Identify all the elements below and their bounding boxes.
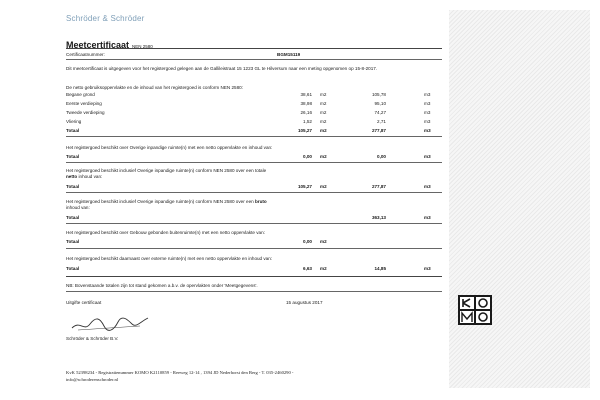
- brand-logo-text: Schröder & Schröder: [66, 14, 145, 23]
- section-bruto-text: [66, 199, 436, 210]
- table-row-volume-unit: m3: [424, 92, 431, 97]
- table-row-area: 1,52: [303, 119, 312, 124]
- table-total-volume-unit: m3: [424, 128, 431, 133]
- table-row-area: 38,98: [300, 101, 312, 106]
- table-row-label: Tweede verdieping: [66, 110, 105, 115]
- section-extern-text: Het registergoed beschikt daarnaast over externe ruimte(n) met een netto oppervlakte en inhoud van:: [66, 256, 273, 261]
- title-norm: NEN 2580: [132, 44, 153, 49]
- section-netto-text-a: Het registergoed beschikt inclusief Overige inpandige ruimte(n) conform NEN 2580 over een totale: [66, 168, 267, 173]
- table-total-label: Totaal: [66, 128, 80, 133]
- divider: [66, 223, 442, 224]
- table-row-label: Begane grond: [66, 92, 95, 97]
- section-netto-volume: 277,87: [371, 184, 386, 189]
- section-netto-total-label: Totaal: [66, 184, 80, 189]
- section-bruto-text-b: inhoud van:: [66, 204, 90, 210]
- divider: [66, 48, 442, 49]
- section-netto-area: 105,27: [297, 184, 312, 189]
- table-row-volume: 95,10: [374, 101, 386, 106]
- table-total-area: 105,27: [297, 128, 312, 133]
- divider: [66, 248, 442, 249]
- section-bruto-volume-unit: m3: [424, 215, 431, 220]
- section-overige-area-unit: m2: [320, 154, 327, 159]
- table-row-area-unit: m2: [320, 101, 327, 106]
- section-bruto-bold: bruto: [254, 199, 267, 204]
- footer-line-1: KvK 52398234 - Registratienummer KOMO K2110859 - Reeweg 12-14 , 1394 JD Nederhorst den Berg - T. 035-2460290 -: [66, 370, 294, 375]
- signatory: Schröder & Schröder B.V.: [66, 336, 119, 341]
- note: NB: Bovenstaande totalen zijn tot stand gekomen a.b.v. de opervlakten onder 'Meetgegevens'.: [66, 283, 258, 288]
- issue-label: Uitgifte certificaat: [66, 300, 102, 305]
- komo-logo: [458, 295, 492, 325]
- section-netto-bold: netto: [66, 173, 78, 179]
- table-row-label: Eerste verdieping: [66, 101, 102, 106]
- table-row-area-unit: m2: [320, 119, 327, 124]
- section-netto-text-b: inhoud van:: [78, 173, 103, 179]
- section-bruto-text-a: Het registergoed beschikt inclusief Overige inpandige ruimte(n) conform NEN 2580 over een: [66, 199, 254, 204]
- section-buitenruimte-area-unit: m2: [320, 239, 327, 244]
- section-overige-volume: 0,00: [377, 154, 386, 159]
- section-extern-volume: 14,85: [374, 266, 386, 271]
- table-row-volume: 74,27: [374, 110, 386, 115]
- section-overige-total-label: Totaal: [66, 154, 80, 159]
- section-extern-total-label: Totaal: [66, 266, 80, 271]
- table-row-area-unit: m2: [320, 110, 327, 115]
- section-netto-text: [66, 168, 436, 179]
- section-overige-area: 0,00: [303, 154, 312, 159]
- issue-date: 15 augustus 2017: [286, 300, 323, 305]
- section-overige-text: Het registergoed beschikt over Overige inpandige ruimte(n) met een netto oppervlakte en inhoud van:: [66, 145, 273, 150]
- table-row-volume-unit: m3: [424, 110, 431, 115]
- table-row-volume-unit: m3: [424, 101, 431, 106]
- table-row-volume-unit: m3: [424, 119, 431, 124]
- section-netto-area-unit: m2: [320, 184, 327, 189]
- divider: [66, 276, 442, 277]
- section-buitenruimte-text: Het registergoed beschikt over Gebouw gebonden buitenruimte(n) met een netto oppervlakte van:: [66, 230, 265, 235]
- divider: [66, 192, 442, 193]
- section-extern-area-unit: m2: [320, 266, 327, 271]
- divider: [66, 291, 442, 292]
- section-bruto-volume: 363,13: [371, 215, 386, 220]
- signature: [70, 312, 150, 334]
- section-netto-volume-unit: m3: [424, 184, 431, 189]
- table-row-volume: 105,78: [371, 92, 386, 97]
- cert-number: BGM15119: [277, 52, 301, 57]
- table-row-label: Vliering: [66, 119, 82, 124]
- intro-paragraph: Dit meetcertificaat is uitgegeven voor het registergoed gelegen aan de Gallileistraat 15 1223 GL te Hilversum naar een meting opgenomen op 15-8-2017.: [66, 66, 378, 71]
- intro-conform: De netto gebruiksoppervlakte en de inhoud van het registergoed is conform NEN 2580:: [66, 85, 243, 90]
- title-row: [66, 35, 153, 53]
- table-row-area: 38,61: [300, 92, 312, 97]
- page-title: Meetcertificaat: [66, 40, 130, 50]
- table-row-volume: 2,71: [377, 119, 386, 124]
- section-overige-volume-unit: m3: [424, 154, 431, 159]
- divider: [66, 136, 442, 137]
- section-extern-volume-unit: m3: [424, 266, 431, 271]
- section-buitenruimte-area: 0,00: [303, 239, 312, 244]
- cert-number-label: Certificaatnummer:: [66, 52, 105, 57]
- section-extern-area: 6,63: [303, 266, 312, 271]
- divider: [66, 162, 442, 163]
- table-total-volume: 277,87: [371, 128, 386, 133]
- table-total-area-unit: m2: [320, 128, 327, 133]
- table-row-area-unit: m2: [320, 92, 327, 97]
- table-row-area: 26,16: [300, 110, 312, 115]
- side-panel: [449, 10, 590, 388]
- divider: [66, 59, 442, 60]
- section-buitenruimte-total-label: Totaal: [66, 239, 80, 244]
- section-bruto-total-label: Totaal: [66, 215, 80, 220]
- footer-line-2: info@schroderenschroder.nl: [66, 377, 119, 382]
